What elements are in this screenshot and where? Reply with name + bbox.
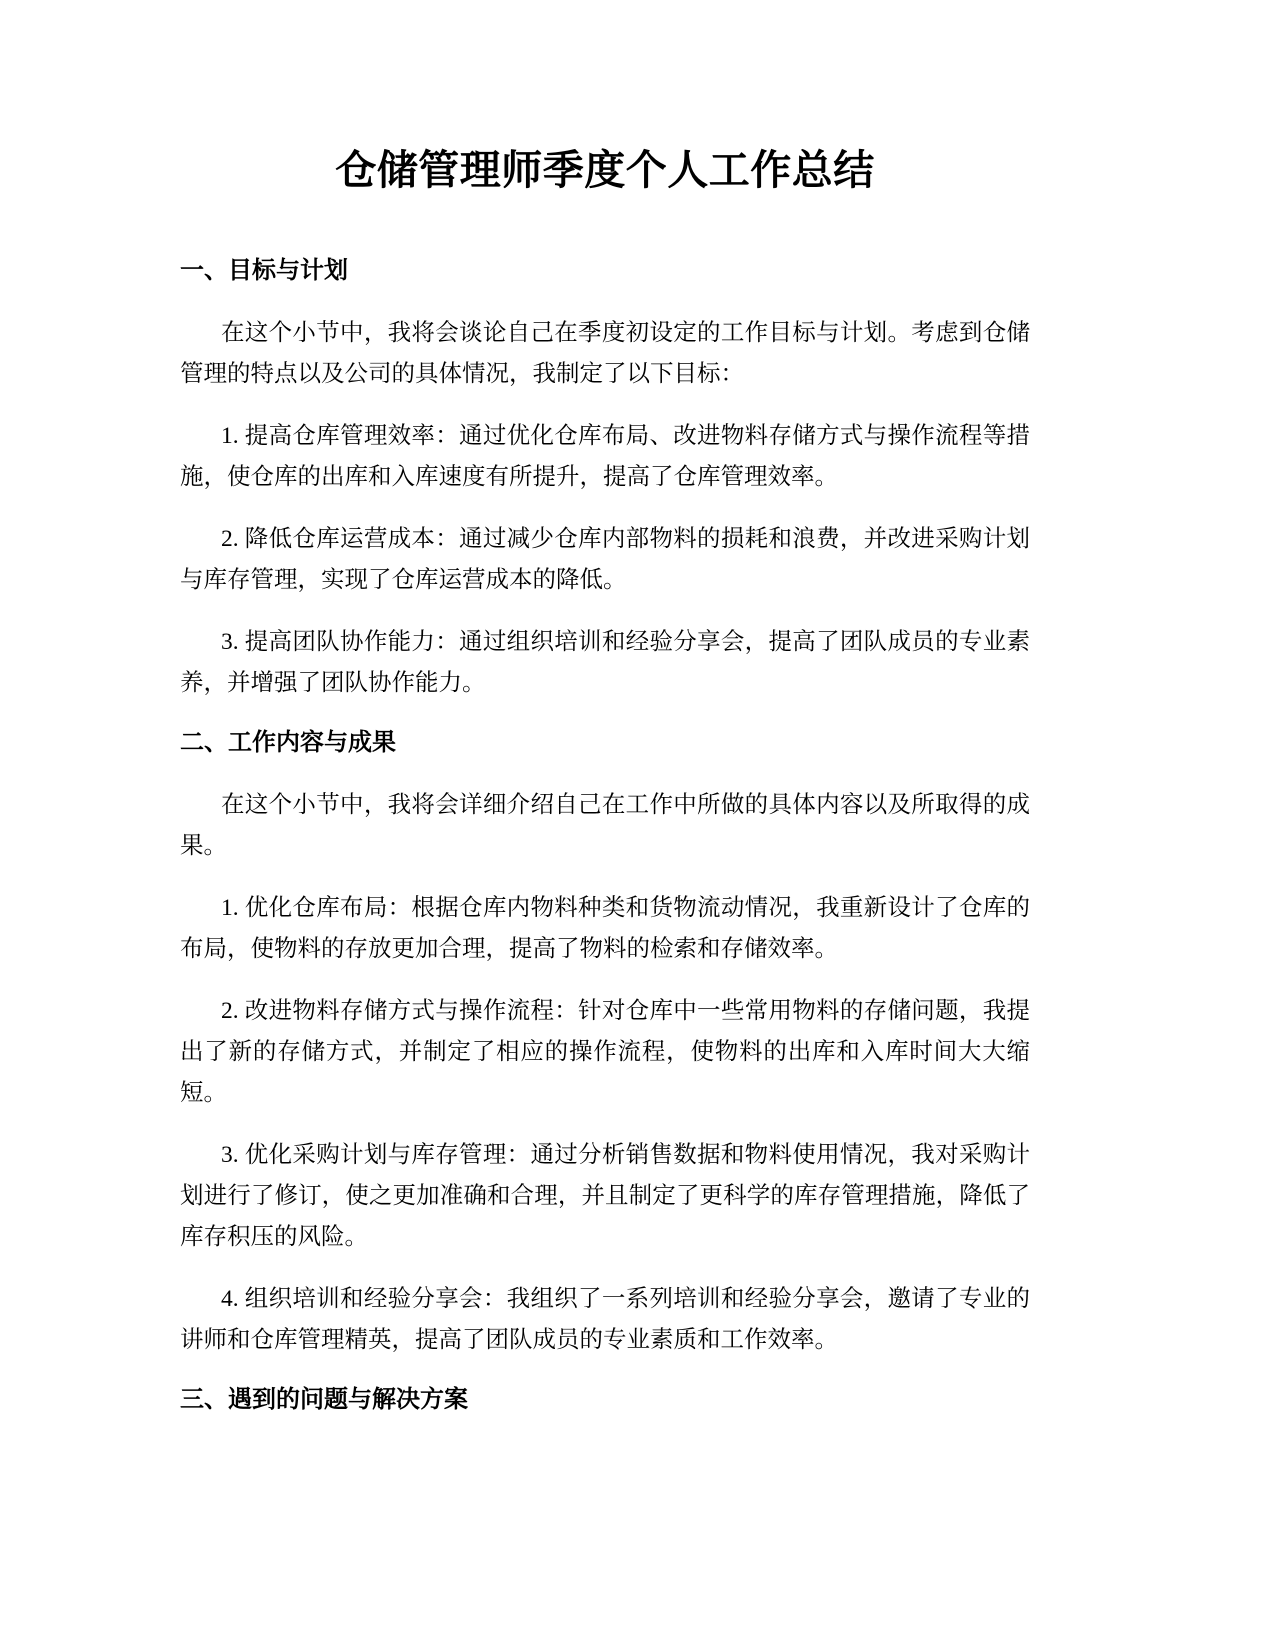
list-item: 1. 优化仓库布局：根据仓库内物料种类和货物流动情况，我重新设计了仓库的布局，使物料的存放更加合理，提高了物料的检索和存储效率。 bbox=[180, 895, 1030, 962]
list-item: 2. 改进物料存储方式与操作流程：针对仓库中一些常用物料的存储问题，我提出了新的存储方式，并制定了相应的操作流程，使物料的出库和入库时间大大缩短。 bbox=[180, 998, 1030, 1106]
list-item: 2. 降低仓库运营成本：通过减少仓库内部物料的损耗和浪费，并改进采购计划与库存管理，实现了仓库运营成本的降低。 bbox=[180, 526, 1030, 593]
list-item: 1. 提高仓库管理效率：通过优化仓库布局、改进物料存储方式与操作流程等措施，使仓库的出库和入库速度有所提升，提高了仓库管理效率。 bbox=[180, 423, 1030, 490]
list-item: 3. 提高团队协作能力：通过组织培训和经验分享会，提高了团队成员的专业素养，并增强了团队协作能力。 bbox=[180, 629, 1030, 696]
list-item: 4. 组织培训和经验分享会：我组织了一系列培训和经验分享会，邀请了专业的讲师和仓库管理精英，提高了团队成员的专业素质和工作效率。 bbox=[180, 1286, 1030, 1353]
section-heading-3: 三、遇到的问题与解决方案 bbox=[180, 1385, 468, 1413]
document-title: 仓储管理师季度个人工作总结 bbox=[335, 146, 875, 194]
list-item: 3. 优化采购计划与库存管理：通过分析销售数据和物料使用情况，我对采购计划进行了修订，使之更加准确和合理，并且制定了更科学的库存管理措施，降低了库存积压的风险。 bbox=[180, 1142, 1030, 1250]
paragraph: 在这个小节中，我将会谈论自己在季度初设定的工作目标与计划。考虑到仓储管理的特点以及公司的具体情况，我制定了以下目标： bbox=[180, 320, 1030, 387]
document-page bbox=[180, 130, 1030, 1416]
section-heading-1: 一、目标与计划 bbox=[180, 256, 348, 284]
section-heading-2: 二、工作内容与成果 bbox=[180, 728, 396, 756]
paragraph: 在这个小节中，我将会详细介绍自己在工作中所做的具体内容以及所取得的成果。 bbox=[180, 792, 1030, 859]
